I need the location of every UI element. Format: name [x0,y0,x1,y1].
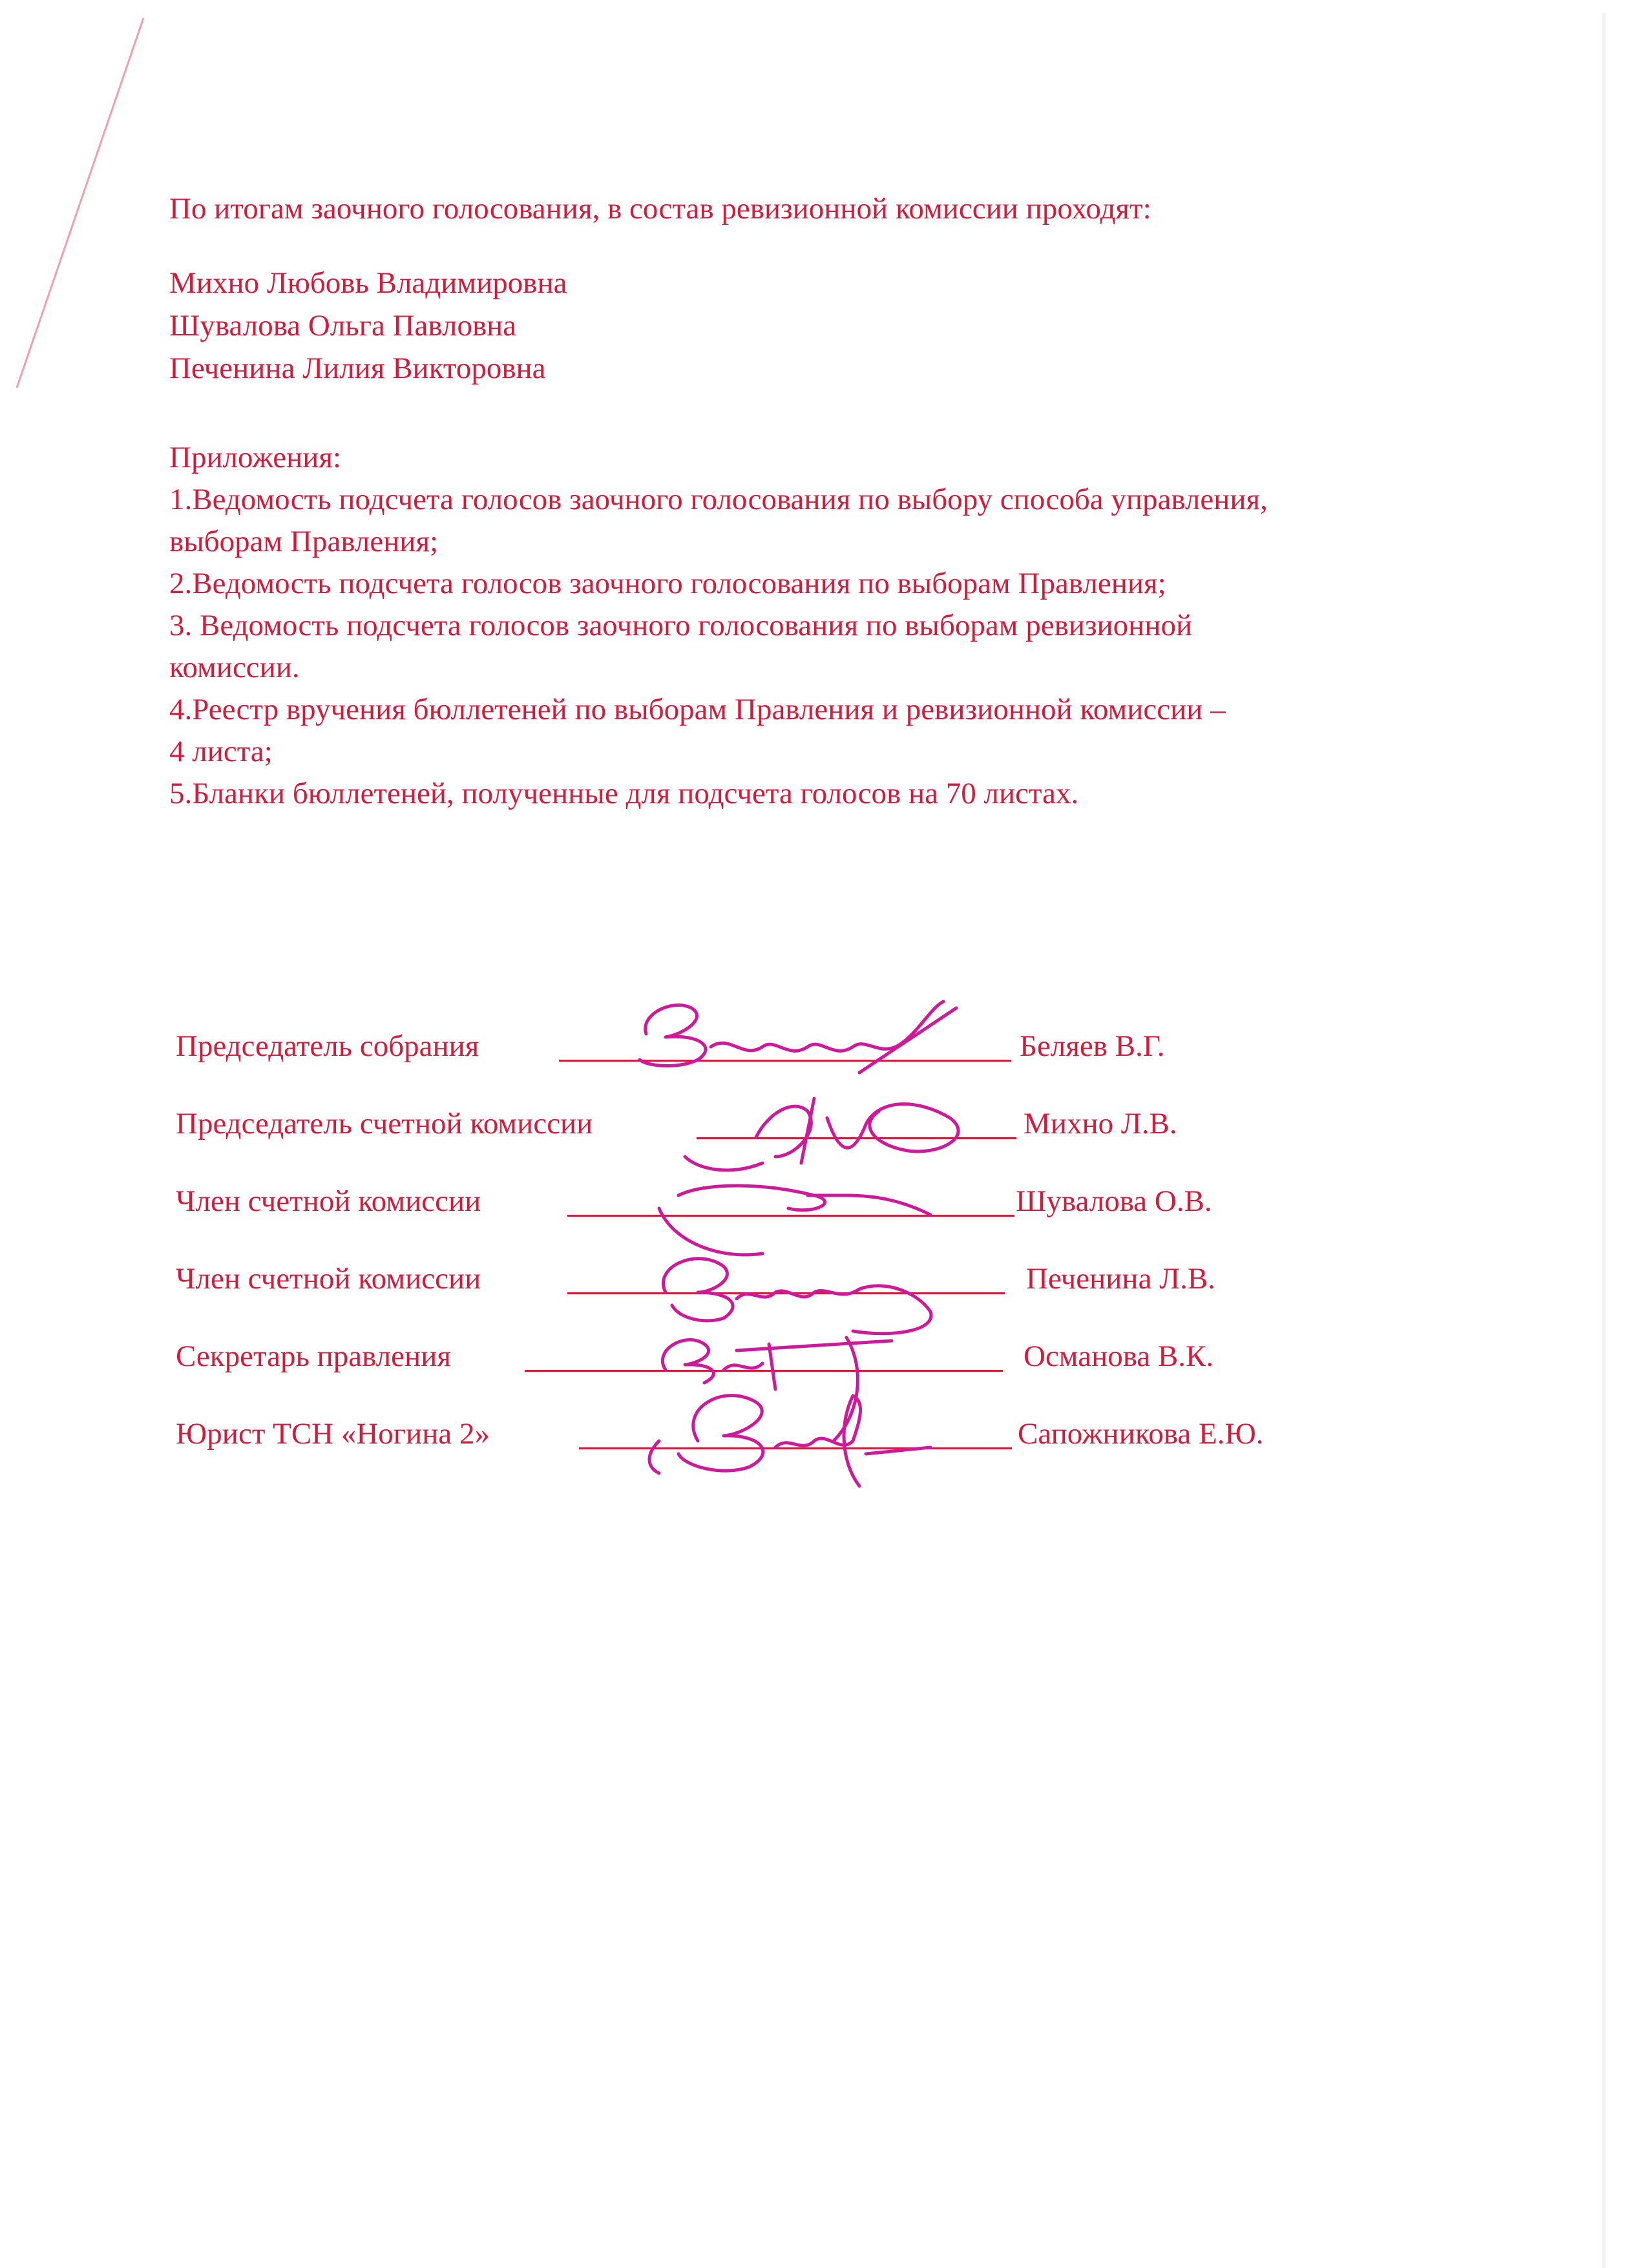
signature-line [559,1060,1011,1062]
attachments-section [169,437,1268,815]
signature-line [579,1447,1012,1449]
member-name: Печенина Лилия Викторовна [169,352,546,385]
attachment-line: 3. Ведомость подсчета голосов заочного голосования по выборам ревизионной [169,609,1193,642]
attachment-line: комиссии. [169,651,300,684]
signature-row-lawyer [176,1416,1339,1455]
signature-row-chairman [176,1029,1274,1067]
attachments-heading: Приложения: [169,441,342,474]
signatory-name: Османова В.К. [1024,1339,1214,1373]
commission-members-list [169,262,567,390]
signature-line [567,1292,1005,1294]
attachment-line: 1.Ведомость подсчета голосов заочного голосования по выбору способа управления, [169,483,1268,516]
attachment-line: 5.Бланки бюллетеней, полученные для подсчета голосов на 70 листах. [169,777,1079,810]
member-name: Михно Любовь Владимировна [169,266,567,300]
signatory-name: Печенина Л.В. [1026,1262,1215,1296]
signatory-name: Михно Л.В. [1024,1107,1177,1140]
signatory-role: Член счетной комиссии [176,1184,481,1218]
signature-row-secretary [176,1339,1274,1378]
signatory-name: Шувалова О.В. [1016,1184,1212,1218]
attachment-line: 4.Реестр вручения бюллетеней по выборам Правления и ревизионной комиссии – [169,693,1226,726]
signatory-role: Член счетной комиссии [176,1262,481,1296]
signature-row-count-chairman [176,1106,1274,1145]
signature-line [567,1215,1014,1217]
signatory-role: Председатель собрания [176,1029,479,1063]
attachment-line: 2.Ведомость подсчета голосов заочного голосования по выборам Правления; [169,567,1166,600]
signature-line [697,1137,1016,1139]
signature-row-count-member-2 [176,1261,1274,1300]
signatory-role: Секретарь правления [176,1339,451,1373]
signature-line [525,1370,1003,1372]
signatory-name: Беляев В.Г. [1020,1029,1165,1063]
signature-row-count-member-1 [176,1184,1274,1223]
signatory-name: Сапожникова Е.Ю. [1018,1417,1264,1451]
attachment-line: выборам Правления; [169,525,439,558]
signatory-role: Юрист ТСН «Ногина 2» [176,1417,490,1451]
signatory-role: Председатель счетной комиссии [176,1107,593,1140]
member-name: Шувалова Ольга Павловна [169,309,517,342]
intro-paragraph: По итогам заочного голосования, в состав ревизионной комиссии проходят: [169,192,1151,226]
attachment-line: 4 листа; [169,735,273,768]
